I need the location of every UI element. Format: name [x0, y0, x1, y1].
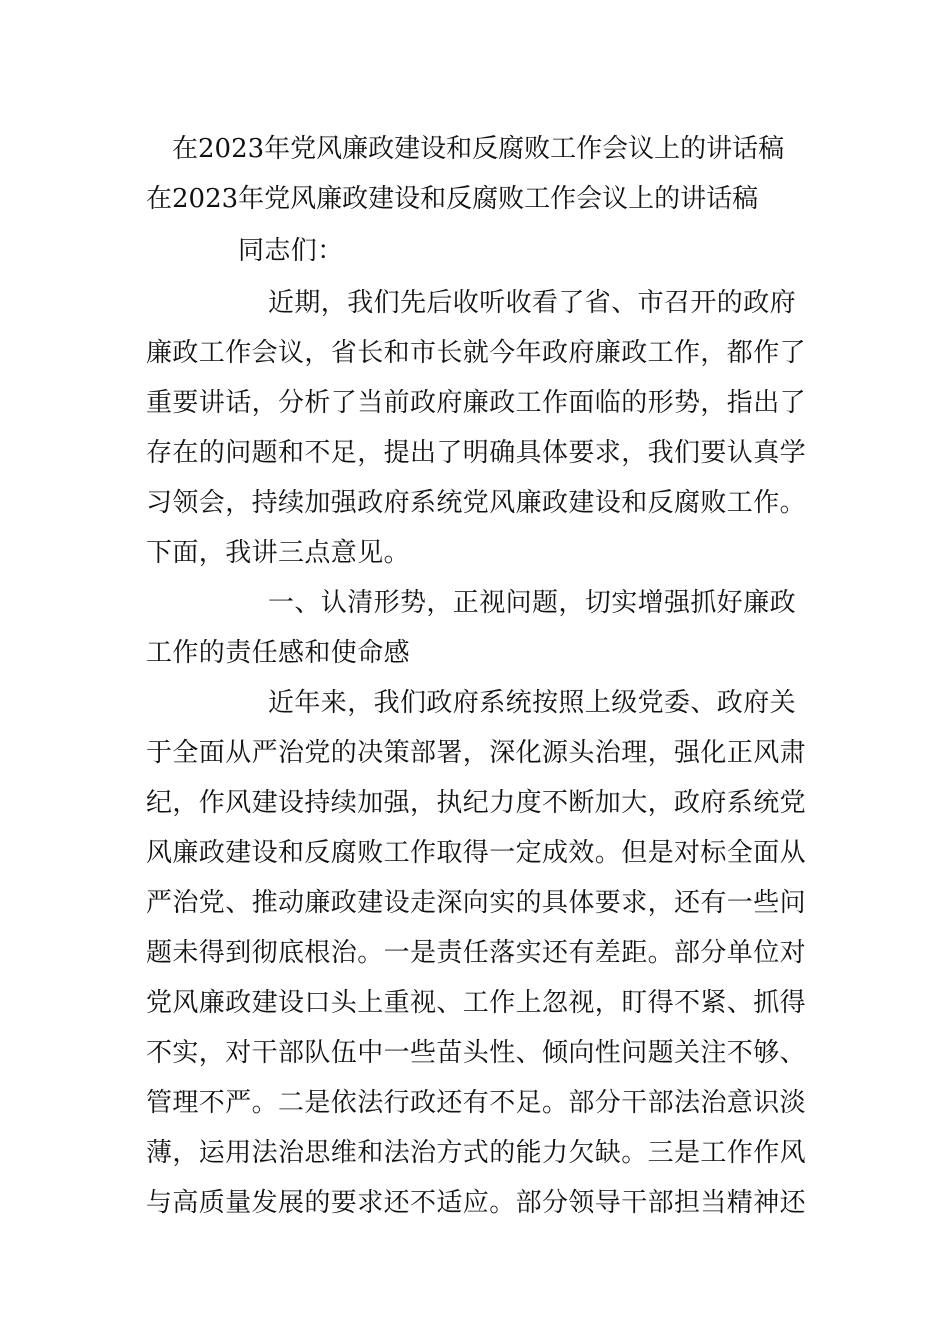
- paragraph-line: 党风廉政建设口头上重视、工作上忽视，盯得不紧、抓得: [146, 988, 807, 1018]
- paragraph-line: 廉政工作会议，省长和市长就今年政府廉政工作，都作了: [146, 338, 807, 368]
- paragraph-line: 不实，对干部队伍中一些苗头性、倾向性问题关注不够、: [146, 1038, 807, 1068]
- paragraph-line: 下面，我讲三点意见。: [146, 538, 411, 568]
- paragraph-line: 存在的问题和不足，提出了明确具体要求，我们要认真学: [146, 438, 807, 468]
- heading-line: 工作的责任感和使命感: [146, 638, 411, 668]
- document-title: 在2023年党风廉政建设和反腐败工作会议上的讲话稿: [172, 134, 785, 164]
- paragraph-body: [146, 678, 808, 1228]
- paragraph-line: 薄，运用法治思维和法治方式的能力欠缺。三是工作作风: [146, 1138, 807, 1168]
- section-heading-1: [146, 578, 808, 678]
- paragraph-line: 纪，作风建设持续加强，执纪力度不断加大，政府系统党: [146, 788, 807, 818]
- paragraph-line: 风廉政建设和反腐败工作取得一定成效。但是对标全面从: [146, 838, 807, 868]
- paragraph-intro: [146, 278, 808, 578]
- paragraph-line: 于全面从严治党的决策部署，深化源头治理，强化正风肃: [146, 738, 807, 768]
- paragraph-line: 题未得到彻底根治。一是责任落实还有差距。部分单位对: [146, 938, 807, 968]
- document-body: [146, 124, 808, 1228]
- paragraph-line: 近年来，我们政府系统按照上级党委、政府关: [268, 688, 797, 718]
- paragraph-line: 管理不严。二是依法行政还有不足。部分干部法治意识淡: [146, 1088, 807, 1118]
- paragraph-line: 重要讲话，分析了当前政府廉政工作面临的形势，指出了: [146, 388, 807, 418]
- greeting: 同志们：: [238, 236, 344, 266]
- paragraph-line: 与高质量发展的要求还不适应。部分领导干部担当精神还: [146, 1188, 807, 1218]
- paragraph-line: 习领会，持续加强政府系统党风廉政建设和反腐败工作。: [146, 488, 807, 518]
- paragraph-line: 近期，我们先后收听收看了省、市召开的政府: [268, 288, 797, 318]
- paragraph-line: 严治党、推动廉政建设走深向实的具体要求，还有一些问: [146, 888, 807, 918]
- document-subtitle: 在2023年党风廉政建设和反腐败工作会议上的讲话稿: [146, 184, 759, 214]
- heading-line: 一、认清形势，正视问题，切实增强抓好廉政: [268, 588, 797, 618]
